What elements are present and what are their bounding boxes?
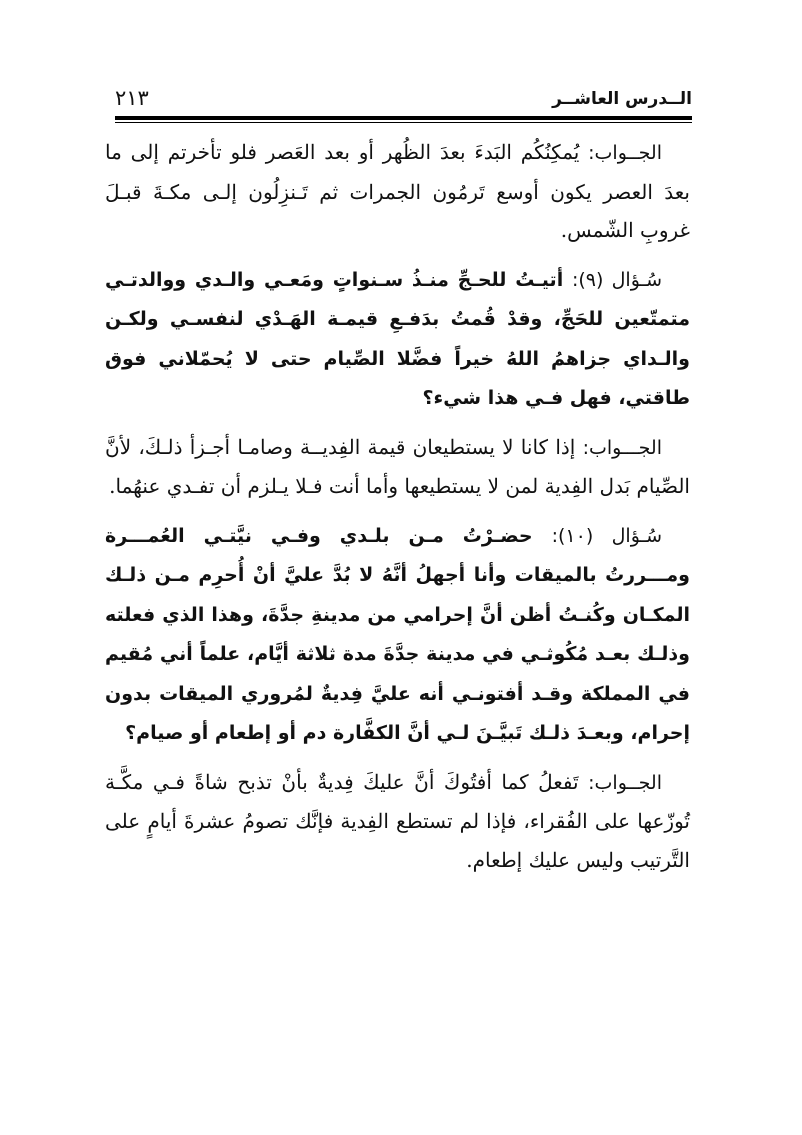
header-rule-thin — [115, 122, 692, 123]
body-text — [105, 133, 690, 879]
question-text: أتيـتُ للحـجِّ منـذُ سـنواتٍ ومَعـي والـدي ووالدتـي متمتّعين للحَجِّ، وقدْ قُمتُ بدَفـعِ قيمـة الهَـدْي لنفسـي ولكـن والـداي جزاهمُ اللهُ خيراً فضَّلا الصِّيام حتى لا يُحمّلاني فوق طاقتي، فهل فـي هذا شيء؟ — [105, 268, 690, 409]
page-header — [115, 88, 692, 110]
header-rule-thick — [115, 116, 692, 120]
running-title: الــدرس العاشــر — [552, 89, 692, 109]
question-paragraph-9 — [105, 260, 690, 418]
answer-paragraph-2 — [105, 428, 690, 506]
answer-label: الجــواب: — [588, 142, 662, 164]
answer-text: يُمكِنُكُم البَدءَ بعدَ الظُهر أو بعد العَصر فلو تأخرتم إلى ما بعدَ العصر يكون أوسع تَرمُون الجمرات ثم تَـنزِلُون إلـى مكـةَ قبـلَ غروبِ الشّمس. — [105, 140, 690, 242]
answer-paragraph-3 — [105, 763, 690, 880]
answer-label: الجـــواب: — [582, 436, 662, 459]
answer-label: الجــواب: — [588, 771, 662, 794]
question-text: حضـرْتُ مـن بلـدي وفـي نيَّتـي العُمـــرة ومـــررتُ بالميقات وأنا أجهلُ أنَّهُ لا بُدَّ عليَّ أنْ أُحرِم مـن ذلـك المكـان وكُنـتُ أظن أنَّ إحرامي من مدينةِ جدَّةَ، وهذا الذي فعلته وذلـك بعـد مُكُوثـي في مدينة جدَّةَ مدة ثلاثة أيَّام، علماً أني مُقيم في المملكة وقـد أفتونـي أنه عليَّ فِديةٌ لمُروري الميقات بدون إحرام، وبعـدَ ذلـك تَبيَّـنَ لـي أنَّ الكفَّارة دم أو إطعام أو صيام؟ — [105, 524, 690, 744]
question-label: سُـؤال (٩): — [571, 268, 662, 291]
answer-text: إذا كانا لا يستطيعان قيمة الفِديــة وصامـا أجـزأ ذلـكَ، لأنَّ الصِّيام بَدل الفِدية لمن لا يستطيعها وأما أنت فـلا يـلزم أن تفـدي عنهُما. — [105, 434, 690, 498]
question-paragraph-10 — [105, 516, 690, 753]
answer-paragraph-1 — [105, 133, 690, 250]
page-number: ٢١٣ — [115, 86, 149, 110]
answer-text: تَفعلُ كما أفتُوكَ أنَّ عليكَ فِديةٌ بأنْ تذبح شاةً فـي مكَّـة تُوزّعها على الفُقراء، فإذا لم تستطع الفِدية فإنَّك تصومُ عشرةَ أيامٍ على التَّرتيب وليس عليك إطعام. — [105, 769, 690, 872]
question-label: سُـؤال (١٠): — [551, 524, 662, 547]
